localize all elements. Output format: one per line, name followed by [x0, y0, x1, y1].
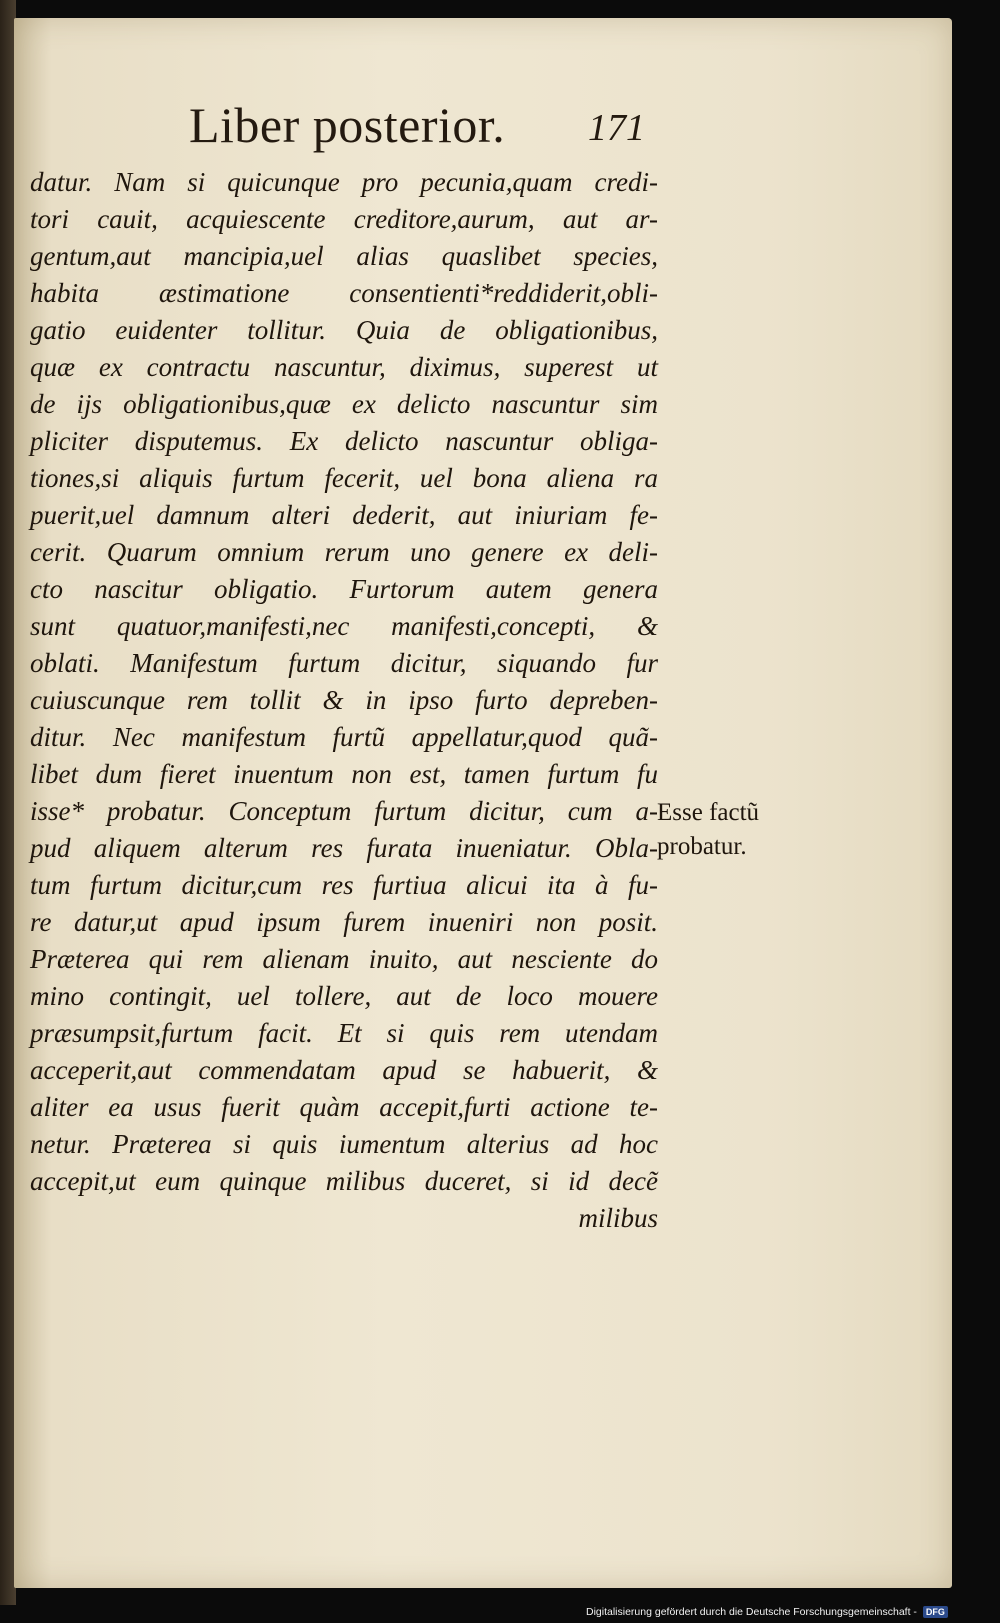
margin-note-line: probatur. — [657, 833, 747, 860]
text-line: puerit,uel damnum alteri dederit, aut iniuriam fe- — [30, 500, 658, 530]
page-number: 171 — [588, 107, 645, 149]
book-page — [14, 18, 952, 1588]
text-line: gentum,aut mancipia,uel alias quaslibet species, — [30, 241, 658, 271]
text-line: præsumpsit,furtum facit. Et si quis rem utendam — [30, 1018, 658, 1048]
text-line: cuiuscunque rem tollit & in ipso furto depreben- — [30, 685, 658, 715]
text-line: re datur,ut apud ipsum furem inueniri non posit. — [30, 907, 658, 937]
text-line: aliter ea usus fuerit quàm accepit,furti actione te- — [30, 1092, 658, 1122]
text-line: cerit. Quarum omnium rerum uno genere ex deli- — [30, 537, 658, 567]
text-line: pliciter disputemus. Ex delicto nascuntur obliga- — [30, 426, 658, 456]
text-line: accepit,ut eum quinque milibus duceret, si id decẽ — [30, 1166, 658, 1196]
text-line: mino contingit, uel tollere, aut de loco mouere — [30, 981, 658, 1011]
text-line: ditur. Nec manifestum furtũ appellatur,quod quã- — [30, 722, 658, 752]
text-line: cto nascitur obligatio. Furtorum autem genera — [30, 574, 658, 604]
text-line: netur. Præterea si quis iumentum alterius ad hoc — [30, 1129, 658, 1159]
credit-text: Digitalisierung gefördert durch die Deutsche Forschungsgemeinschaft - — [586, 1606, 917, 1618]
margin-note — [657, 796, 797, 864]
text-line: tum furtum dicitur,cum res furtiua alicui ita à fu- — [30, 870, 658, 900]
text-line: datur. Nam si quicunque pro pecunia,quam credi- — [30, 167, 658, 197]
text-line: Præterea qui rem alienam inuito, aut nesciente do — [30, 944, 658, 974]
running-head: Liber posterior. — [189, 97, 506, 153]
dfg-logo: DFG — [923, 1606, 948, 1618]
text-line: sunt quatuor,manifesti,nec manifesti,concepti, & — [30, 611, 658, 641]
text-line: gatio euidenter tollitur. Quia de obligationibus, — [30, 315, 658, 345]
body-text — [30, 164, 658, 1237]
text-line: oblati. Manifestum furtum dicitur, siquando fur — [30, 648, 658, 678]
margin-note-line: Esse factũ — [657, 799, 760, 826]
catchword: milibus — [578, 1203, 658, 1233]
text-line: pud aliquem alterum res furata inueniatur. Obla- — [30, 833, 658, 863]
text-line: acceperit,aut commendatam apud se habuerit, & — [30, 1055, 658, 1085]
text-line: de ijs obligationibus,quæ ex delicto nascuntur sim — [30, 389, 658, 419]
text-line: libet dum fieret inuentum non est, tamen furtum fu — [30, 759, 658, 789]
text-line: quæ ex contractu nascuntur, diximus, superest ut — [30, 352, 658, 382]
text-line: isse* probatur. Conceptum furtum dicitur, cum a- — [30, 796, 658, 826]
text-line: tiones,si aliquis furtum fecerit, uel bona aliena ra — [30, 463, 658, 493]
text-line: habita æstimatione consentienti*reddiderit,obli- — [30, 278, 658, 308]
digitization-credit — [586, 1604, 948, 1620]
page-header — [14, 96, 714, 166]
text-line: tori cauit, acquiescente creditore,aurum, aut ar- — [30, 204, 658, 234]
